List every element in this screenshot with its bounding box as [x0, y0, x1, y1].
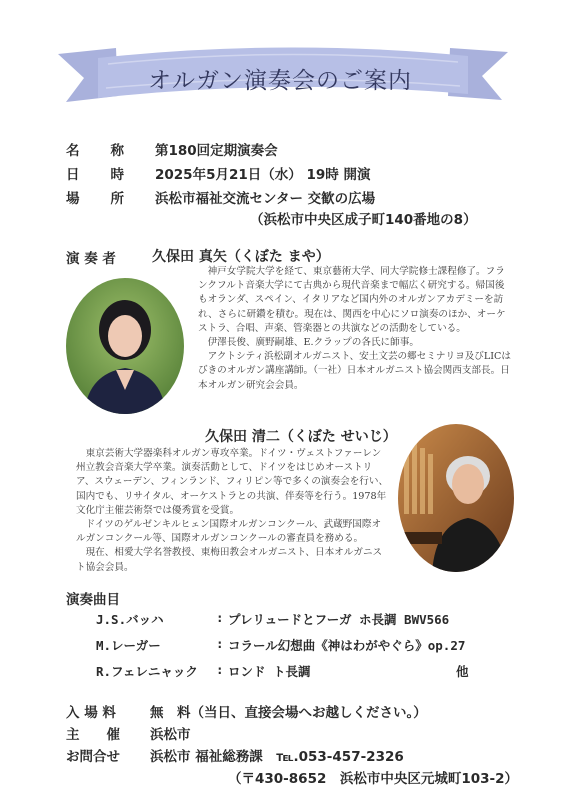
program-composer: M.レーガー	[96, 638, 161, 653]
contact-value: 浜松市 福祉総務課 ℡.053-457-2326	[150, 749, 404, 765]
contact-address: （〒430-8652 浜松市中央区元城町103-2）	[228, 771, 519, 787]
program-label: 演奏曲目	[66, 592, 120, 608]
fee-label: 入 場 料	[66, 705, 116, 721]
name-label: 名 称	[66, 143, 124, 159]
page-title: オルガン演奏会のご案内	[148, 68, 412, 94]
performer-1-bio-paragraph: アクトシティ浜松副オルガニスト、安土文芸の郷セミナリヨ及びLICはびきのオルガン講座講師。（一社）日本オルガニスト協会関西支部長。日本オルガン研究会会員。	[198, 351, 511, 391]
performer-2-bio-paragraph: 現在、相愛大学名誉教授、東梅田教会オルガニスト、日本オルガニスト協会会員。	[76, 547, 383, 573]
performer-2-photo	[398, 424, 514, 572]
program-extra: 他	[456, 664, 469, 679]
contact-label: お問合せ	[66, 749, 120, 765]
datetime-label: 日 時	[66, 167, 124, 183]
performer-1-photo	[66, 278, 184, 414]
program-separator: :	[216, 636, 224, 651]
performer-2-name: 久保田 清二（くぼた せいじ）	[205, 429, 397, 445]
program-separator: :	[216, 662, 224, 677]
program-piece: コラール幻想曲《神はわがやぐら》op.27	[228, 638, 466, 653]
performer-2-bio-paragraph: 東京芸術大学器楽科オルガン専攻卒業。ドイツ・ヴェストファーレン州立教会音楽大学卒業。演奏活動として、ドイツをはじめオーストリア、スウェーデン、フィンランド、フィリピン等で多くの演奏会を行い、国内でも、リサイタル、オーケストラとの共演、伴奏等を行う。1978年文化庁主催芸術祭では優秀賞を受賞。	[76, 448, 389, 516]
host-value: 浜松市	[150, 727, 191, 743]
performer-2-bio-paragraph: ドイツのゲルゼンキルヒェン国際オルガンコンクール、武蔵野国際オルガンコンクール等、国際オルガンコンクールの審査員を務める。	[76, 519, 382, 545]
performer-1-name: 久保田 真矢（くぼた まや）	[152, 249, 330, 265]
performer-2-bio	[76, 447, 390, 575]
event-venue: 浜松市福祉交流センター 交歓の広場	[155, 191, 376, 207]
program-separator: :	[216, 610, 224, 625]
performers-label: 演 奏 者	[66, 251, 116, 267]
host-label: 主 催	[66, 727, 120, 743]
performer-1-bio	[198, 265, 514, 393]
event-name: 第180回定期演奏会	[155, 143, 278, 159]
program-piece: プレリュードとフーガ ホ長調 BWV566	[228, 612, 450, 627]
event-datetime: 2025年5月21日（水） 19時 開演	[155, 167, 371, 183]
event-address: （浜松市中央区成子町140番地の8）	[250, 212, 477, 228]
program-composer: J.S.バッハ	[96, 612, 164, 627]
program-piece: ロンド ト長調	[228, 664, 311, 679]
fee-value: 無 料（当日、直接会場へお越しください。）	[150, 705, 427, 721]
performer-1-bio-paragraph: 神戸女学院大学を経て、東京藝術大学、同大学院修士課程修了。フランクフルト音楽大学にて古典から現代音楽まで幅広く研究する。帰国後もオランダ、スペイン、イタリアなど国内外のオルガンアカデミーを訪れ、さらに研鑽を積む。現在は、関西を中心にソロ演奏のほか、オーケストラ、合唱、声楽、管楽器との共演などの活動をしている。	[198, 266, 506, 334]
program-composer: R.フェレニャック	[96, 664, 198, 679]
venue-label: 場 所	[66, 191, 124, 207]
performer-1-bio-paragraph: 伊澤長俊、廣野嗣雄、E.クラップの各氏に師事。	[207, 337, 419, 349]
